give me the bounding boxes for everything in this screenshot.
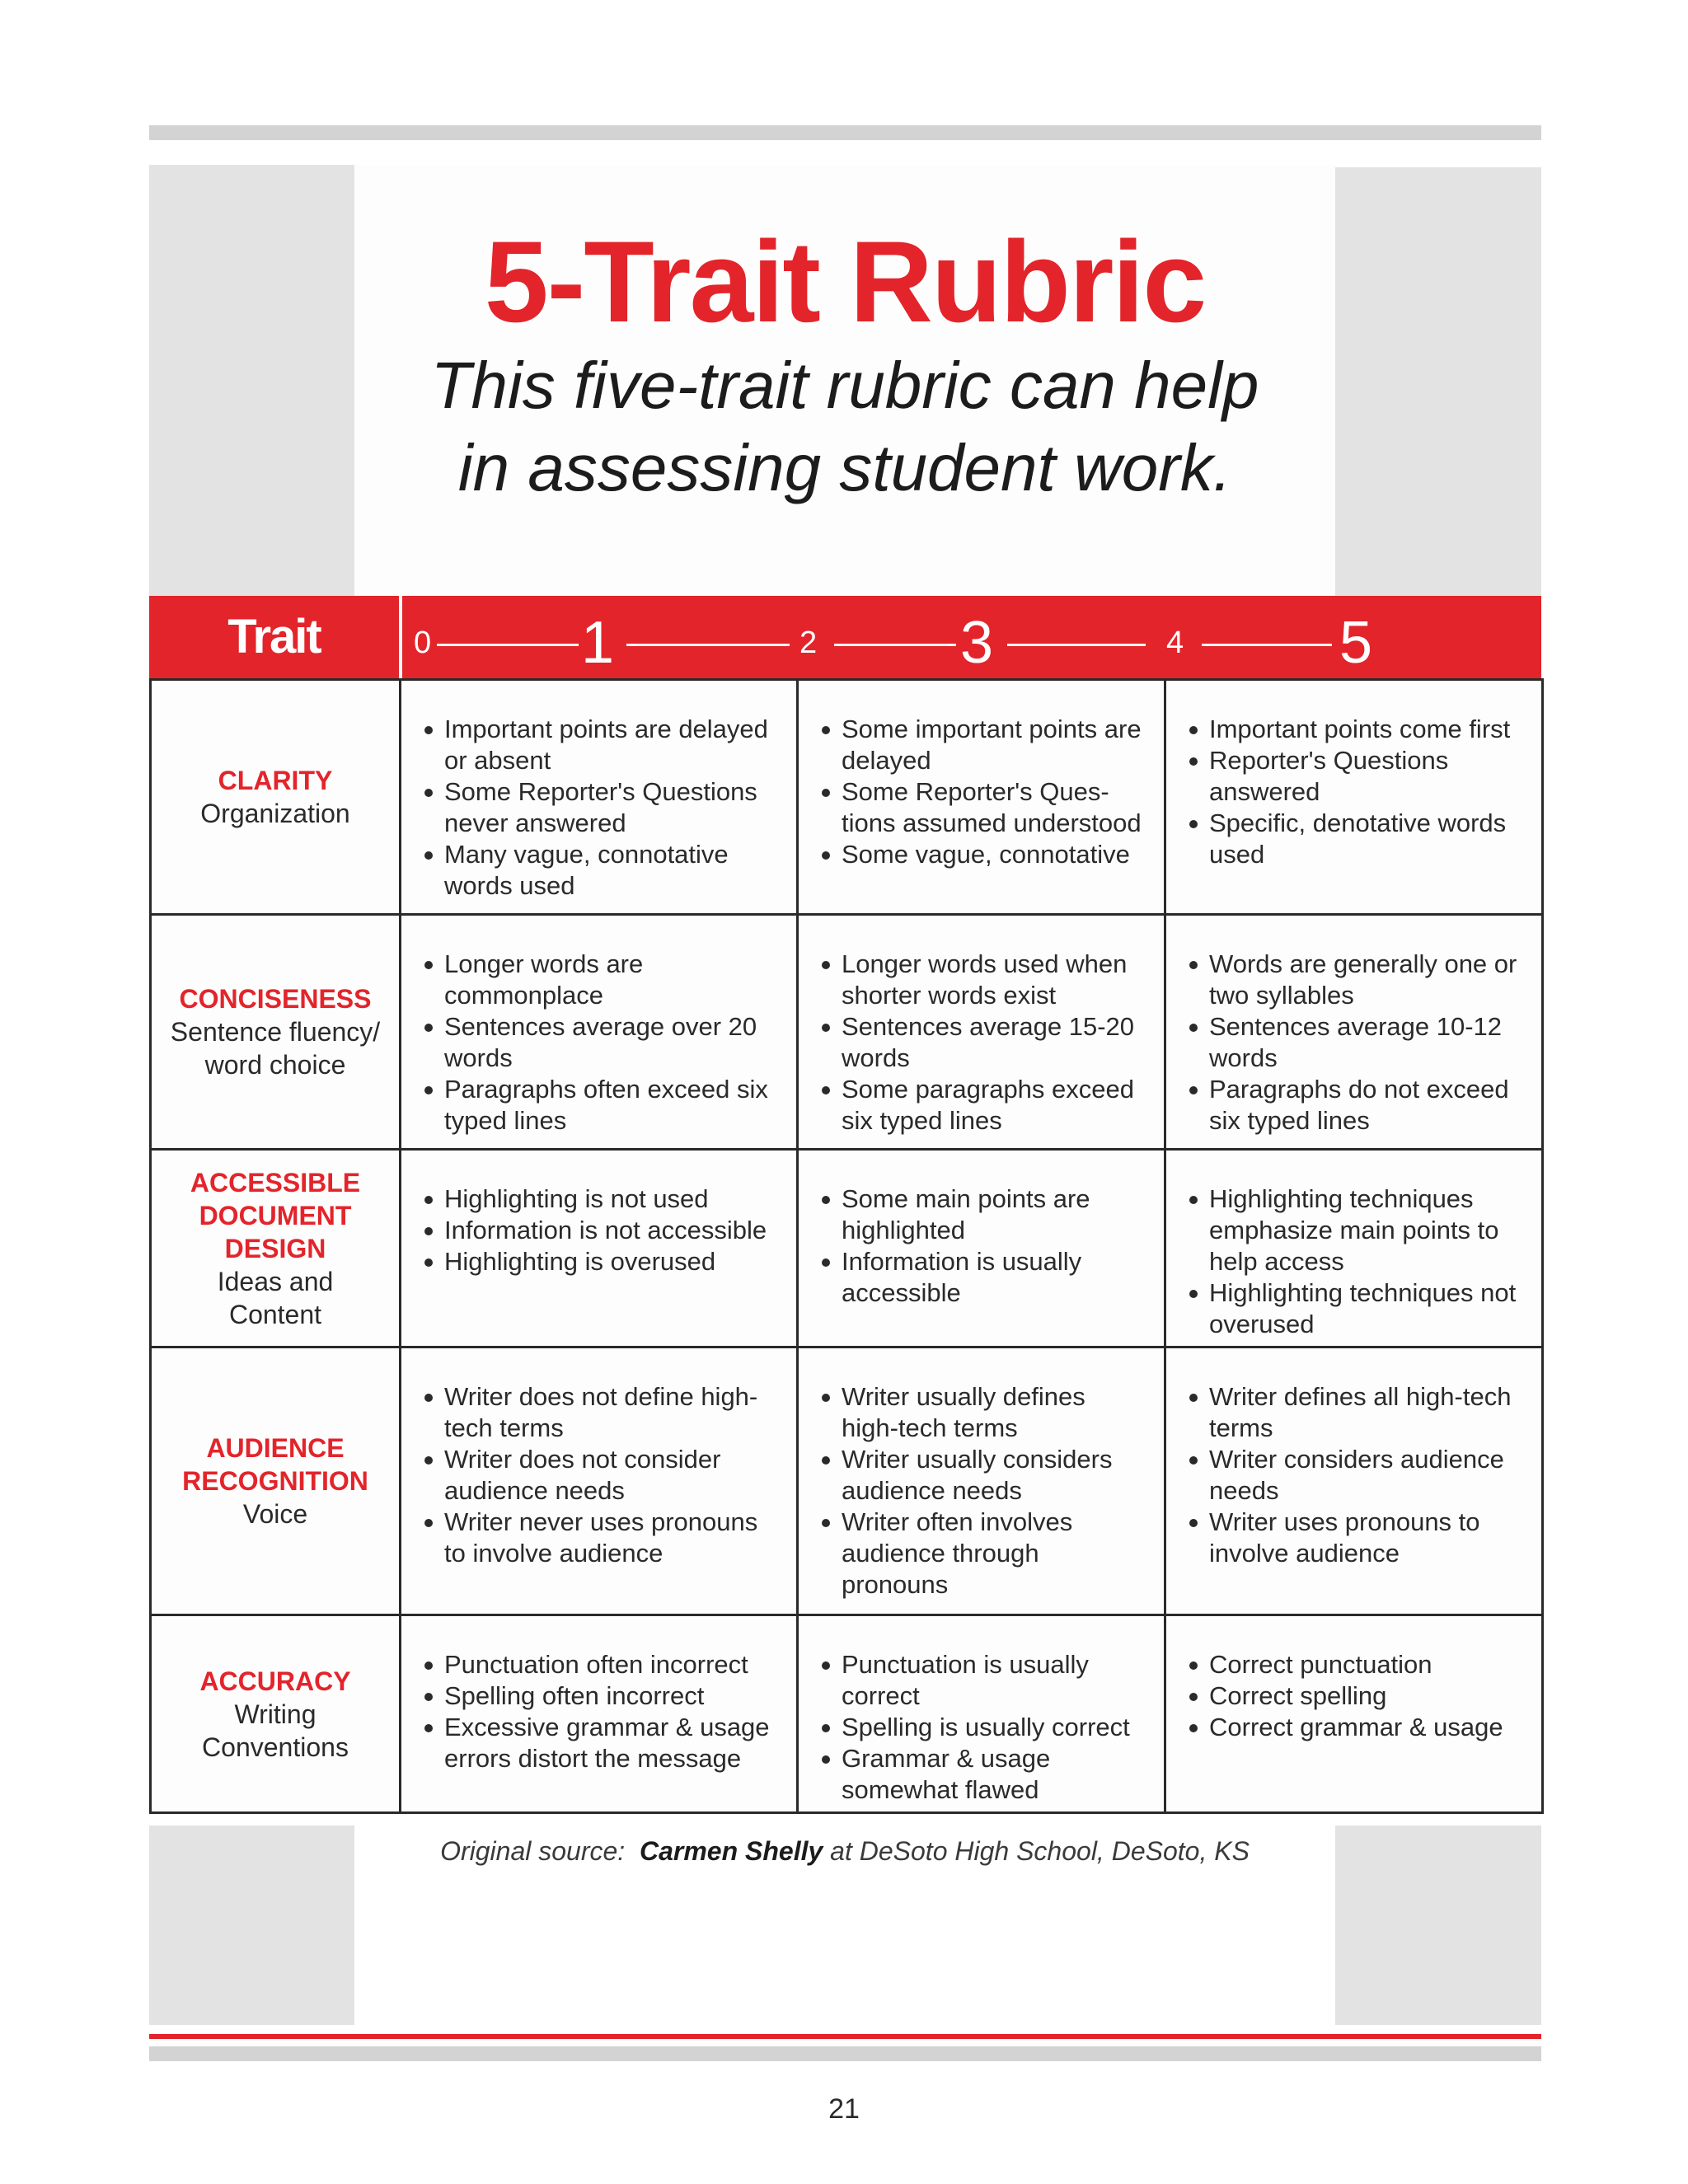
- criteria-item: Correct punctuation: [1186, 1649, 1525, 1680]
- criteria-item: Sentences average over 20 words: [421, 1011, 780, 1074]
- scale-5: 5: [1339, 610, 1373, 676]
- trait-subtitle: Ideas and: [217, 1266, 334, 1296]
- trait-name: ACCURACY: [199, 1666, 351, 1696]
- rubric-table: [149, 678, 1541, 1814]
- trait-name: RECOGNITION: [182, 1466, 368, 1496]
- trait-name: DESIGN: [224, 1233, 326, 1263]
- criteria-item: Writer uses pronouns to involve audience: [1186, 1507, 1525, 1569]
- criteria-item: Highlighting techniques not overused: [1186, 1277, 1525, 1340]
- criteria-item: Some main points are highlighted: [818, 1183, 1147, 1246]
- trait-name: CLARITY: [218, 766, 333, 795]
- rubric-row: [151, 1615, 1543, 1813]
- criteria-cell-col3: [798, 680, 1165, 915]
- trait-subtitle: Content: [228, 1299, 322, 1329]
- trait-subtitle: Voice: [242, 1499, 308, 1529]
- criteria-item: Reporter's Questions answered: [1186, 745, 1525, 808]
- criteria-item: Sentences average 15-20 words: [818, 1011, 1147, 1074]
- criteria-item: Some vague, connotative: [818, 839, 1147, 870]
- rubric-row: [151, 1150, 1543, 1347]
- criteria-item: Information is usually accessible: [818, 1246, 1147, 1309]
- criteria-item: Highlighting is not used: [421, 1183, 780, 1215]
- criteria-item: Longer words are commonplace: [421, 949, 780, 1011]
- trait-name: DOCUMENT: [199, 1200, 352, 1230]
- trait-subtitle: word choice: [204, 1050, 346, 1080]
- criteria-item: Correct spelling: [1186, 1680, 1525, 1712]
- criteria-list: [421, 1381, 780, 1569]
- criteria-item: Paragraphs do not exceed six typed lines: [1186, 1074, 1525, 1137]
- criteria-list: [818, 1381, 1147, 1601]
- criteria-item: Some Reporter's Questions never answered: [421, 776, 780, 839]
- subtitle-line-2: in assessing student work.: [457, 431, 1232, 504]
- criteria-item: Some Reporter's Ques-tions assumed understood: [818, 776, 1147, 839]
- criteria-item: Correct grammar & usage: [1186, 1712, 1525, 1743]
- criteria-list: [421, 949, 780, 1137]
- trait-name: AUDIENCE: [206, 1433, 345, 1463]
- bottom-red-rule: [149, 2034, 1541, 2039]
- gray-panel-bottom-right: [1335, 1825, 1541, 2025]
- trait-subtitle: Organization: [200, 799, 350, 828]
- criteria-item: Writer never uses pronouns to involve audience: [421, 1507, 780, 1569]
- criteria-item: Writer considers audience needs: [1186, 1444, 1525, 1507]
- criteria-item: Sentences average 10-12 words: [1186, 1011, 1525, 1074]
- trait-cell: [151, 1347, 401, 1615]
- criteria-list: [818, 1183, 1147, 1309]
- criteria-item: Writer does not define high-tech terms: [421, 1381, 780, 1444]
- criteria-list: [421, 1183, 780, 1277]
- criteria-cell-col5: [1165, 1150, 1543, 1347]
- criteria-cell-col1: [401, 1615, 798, 1813]
- source-suffix: at DeSoto High School, DeSoto, KS: [830, 1836, 1250, 1866]
- criteria-cell-col3: [798, 1615, 1165, 1813]
- criteria-cell-col5: [1165, 915, 1543, 1150]
- criteria-cell-col3: [798, 915, 1165, 1150]
- criteria-item: Many vague, connotative words used: [421, 839, 780, 902]
- criteria-item: Writer defines all high-tech terms: [1186, 1381, 1525, 1444]
- criteria-item: Highlighting techniques emphasize main points to help access: [1186, 1183, 1525, 1277]
- trait-subtitle: Writing: [234, 1699, 316, 1729]
- criteria-list: [818, 1649, 1147, 1806]
- rubric-row: [151, 680, 1543, 915]
- criteria-list: [1186, 949, 1525, 1137]
- scale-line: [626, 644, 790, 646]
- scale-line: [1202, 644, 1332, 646]
- scale-line: [834, 644, 956, 646]
- source-author: Carmen Shelly: [639, 1836, 823, 1866]
- scale-3: 3: [960, 610, 994, 676]
- rubric-row: [151, 915, 1543, 1150]
- criteria-cell-col1: [401, 1347, 798, 1615]
- criteria-item: Writer does not consider audience needs: [421, 1444, 780, 1507]
- criteria-cell-col1: [401, 1150, 798, 1347]
- criteria-item: Specific, denotative words used: [1186, 808, 1525, 870]
- criteria-list: [818, 714, 1147, 870]
- criteria-item: Spelling is usually correct: [818, 1712, 1147, 1743]
- criteria-list: [1186, 1381, 1525, 1569]
- trait-subtitle: Sentence fluency/: [170, 1017, 381, 1047]
- criteria-item: Important points come first: [1186, 714, 1525, 745]
- page-subtitle: [354, 344, 1335, 509]
- criteria-cell-col1: [401, 915, 798, 1150]
- criteria-cell-col5: [1165, 1615, 1543, 1813]
- scale-0: 0: [414, 626, 432, 660]
- criteria-item: Writer often involves audience through pronouns: [818, 1507, 1147, 1601]
- scale-line: [1007, 644, 1146, 646]
- criteria-list: [421, 1649, 780, 1774]
- trait-name: ACCESSIBLE: [190, 1167, 361, 1197]
- criteria-cell-col5: [1165, 1347, 1543, 1615]
- trait-cell: [151, 1615, 401, 1813]
- trait-cell: [151, 680, 401, 915]
- page-title: 5-Trait Rubric: [484, 217, 1206, 346]
- criteria-item: Some paragraphs exceed six typed lines: [818, 1074, 1147, 1137]
- trait-subtitle: Conventions: [202, 1732, 349, 1762]
- rubric-row: [151, 1347, 1543, 1615]
- trait-cell: [151, 1150, 401, 1347]
- criteria-list: [1186, 1183, 1525, 1340]
- trait-cell: [151, 915, 401, 1150]
- bottom-gray-rule: [149, 2046, 1541, 2061]
- criteria-list: [1186, 714, 1525, 870]
- criteria-item: Grammar & usage somewhat flawed: [818, 1743, 1147, 1806]
- scale-4: 4: [1166, 626, 1184, 660]
- criteria-item: Longer words used when shorter words exist: [818, 949, 1147, 1011]
- criteria-item: Highlighting is overused: [421, 1246, 780, 1277]
- source-credit: [354, 1836, 1335, 1867]
- criteria-cell-col1: [401, 680, 798, 915]
- criteria-list: [421, 714, 780, 902]
- subtitle-line-1: This five-trait rubric can help: [430, 349, 1259, 422]
- criteria-item: Words are generally one or two syllables: [1186, 949, 1525, 1011]
- criteria-item: Excessive grammar & usage errors distort the message: [421, 1712, 780, 1774]
- criteria-list: [818, 949, 1147, 1137]
- scale-2: 2: [799, 626, 818, 660]
- criteria-list: [1186, 1649, 1525, 1743]
- trait-name: CONCISENESS: [179, 984, 372, 1014]
- page-number: 21: [828, 2093, 860, 2125]
- criteria-item: Important points are delayed or absent: [421, 714, 780, 776]
- gray-panel-top-left: [149, 165, 354, 598]
- criteria-item: Writer usually defines high-tech terms: [818, 1381, 1147, 1444]
- criteria-cell-col3: [798, 1347, 1165, 1615]
- criteria-item: Writer usually considers audience needs: [818, 1444, 1147, 1507]
- criteria-item: Paragraphs often exceed six typed lines: [421, 1074, 780, 1137]
- criteria-item: Some important points are delayed: [818, 714, 1147, 776]
- top-rule: [149, 125, 1541, 140]
- header-divider: [399, 596, 402, 678]
- gray-panel-bottom-left: [149, 1825, 354, 2025]
- scale-line: [437, 644, 579, 646]
- criteria-item: Information is not accessible: [421, 1215, 780, 1246]
- criteria-item: Punctuation is usually correct: [818, 1649, 1147, 1712]
- criteria-cell-col3: [798, 1150, 1165, 1347]
- gray-panel-top-right: [1335, 167, 1541, 598]
- criteria-item: Spelling often incorrect: [421, 1680, 780, 1712]
- header-trait-label: Trait: [227, 610, 321, 663]
- scale-1: 1: [581, 610, 615, 676]
- criteria-item: Punctuation often incorrect: [421, 1649, 780, 1680]
- source-prefix: Original source:: [440, 1836, 626, 1866]
- criteria-cell-col5: [1165, 680, 1543, 915]
